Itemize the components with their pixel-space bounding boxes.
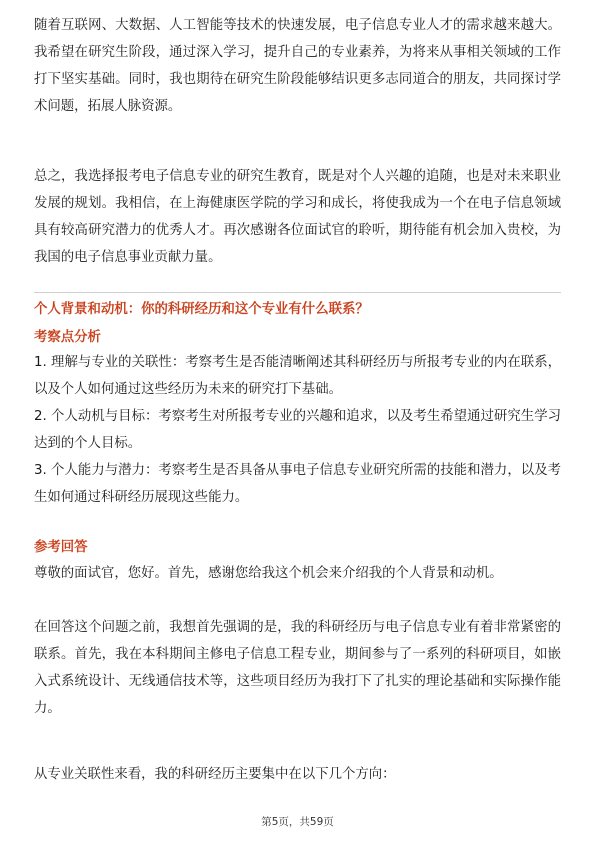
page-footer: 第5页，共59页 [261,816,334,828]
analysis-item: 1. 理解与专业的关联性：考察考生是否能清晰阐述其科研经历与所报考专业的内在联系，以及个人如何通过这些经历为未来的研究打下基础。 [34,355,561,397]
answer-paragraph: 在回答这个问题之前，我想首先强调的是，我的科研经历与电子信息专业有着非常紧密的联系。首先，我在本科期间主修电子信息工程专业，期间参与了一系列的科研项目，如嵌入式系统设计、无线通信技术等，这些项目经历为我打下了扎实的理论基础和实际操作能力。 [34,620,561,716]
analysis-heading: 考察点分析 [34,330,101,345]
answer-paragraph: 从专业关联性来看，我的科研经历主要集中在以下几个方向： [34,767,396,782]
analysis-item: 3. 个人能力与潜力：考察考生是否具备从事电子信息专业研究所需的技能和潜力，以及考生如何通过科研经历展现这些能力。 [34,463,561,505]
document-page [34,0,561,842]
interview-question: 个人背景和动机：你的科研经历和这个专业有什么联系？ [34,302,369,317]
intro-paragraph: 随着互联网、大数据、人工智能等技术的快速发展，电子信息专业人才的需求越来越大。我希望在研究生阶段，通过深入学习，提升自己的专业素养，为将来从事相关领域的工作打下坚实基础。同时，我也期待在研究生阶段能够结识更多志同道合的朋友，共同探讨学术问题，拓展人脉资源。 [34,18,561,114]
answer-paragraph: 尊敬的面试官，您好。首先，感谢您给我这个机会来介绍我的个人背景和动机。 [34,566,503,581]
analysis-list [34,349,561,511]
section-divider [34,292,561,293]
analysis-item: 2. 个人动机与目标：考察考生对所报考专业的兴趣和追求，以及考生希望通过研究生学习达到的个人目标。 [34,409,561,451]
answer-heading: 参考回答 [34,540,88,555]
conclusion-paragraph: 总之，我选择报考电子信息专业的研究生教育，既是对个人兴趣的追随，也是对未来职业发展的规划。我相信，在上海健康医学院的学习和成长，将使我成为一个在电子信息领域具有较高研究潜力的优秀人才。再次感谢各位面试官的聆听，期待能有机会加入贵校，为我国的电子信息事业贡献力量。 [34,169,561,265]
